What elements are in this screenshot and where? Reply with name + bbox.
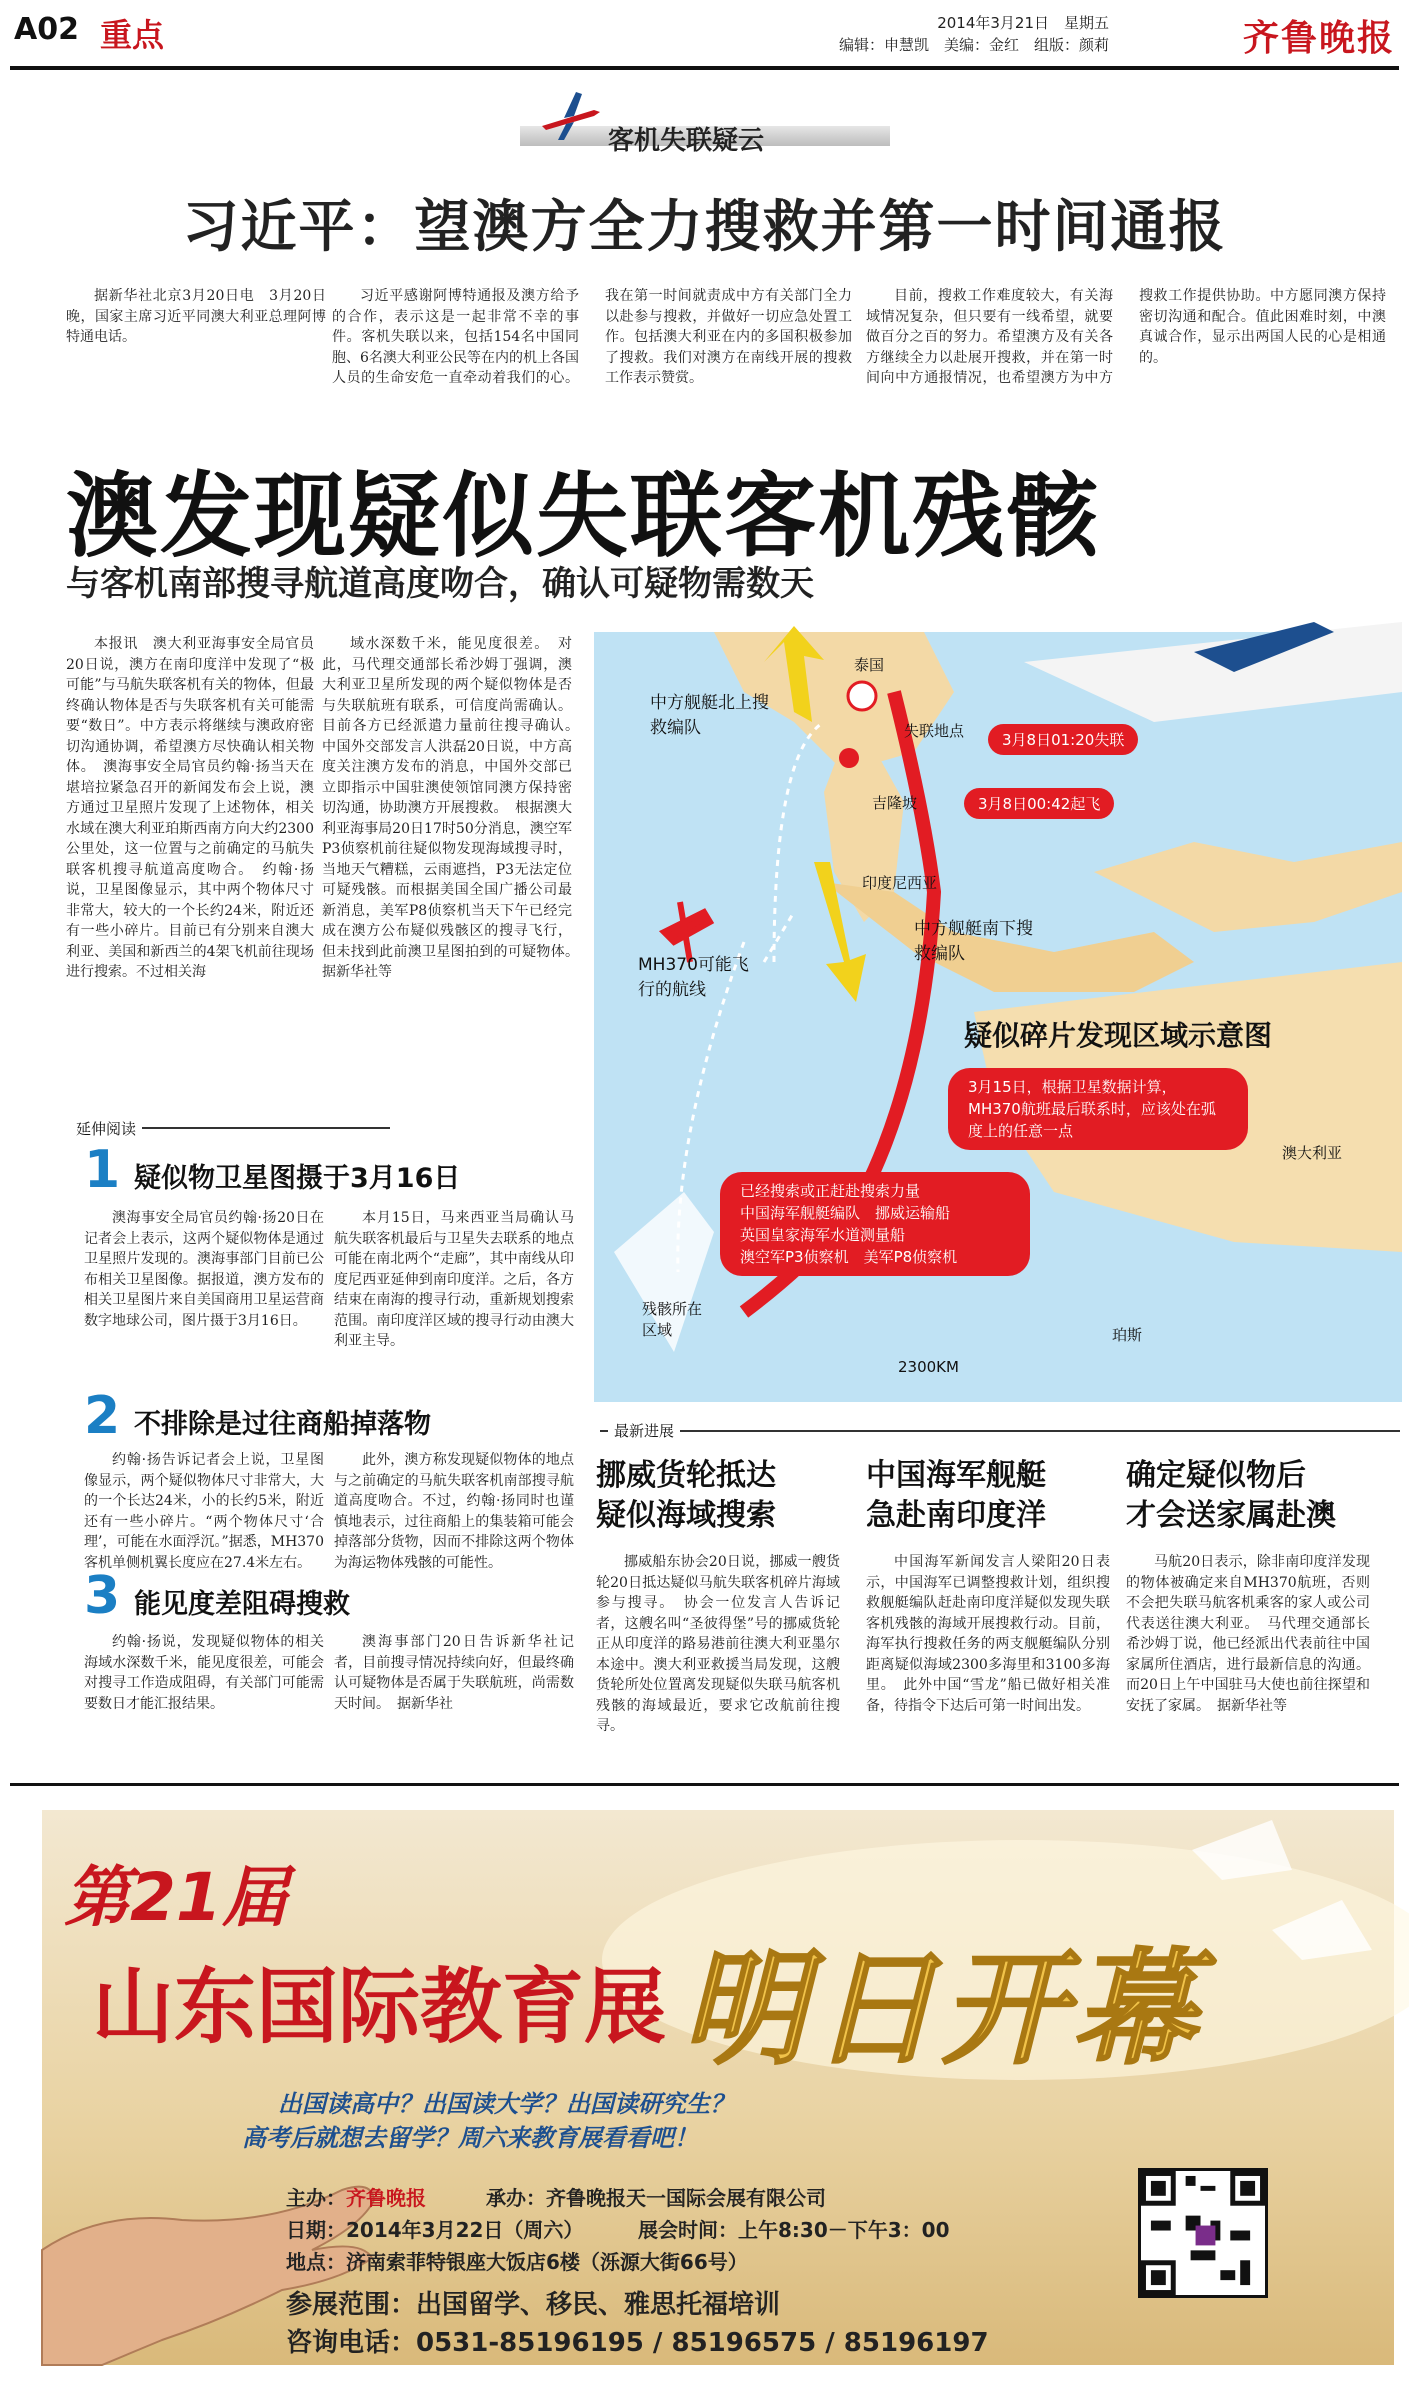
section-name: 重点 (100, 16, 165, 54)
forces-line-4: 澳空军P3侦察机 美军P8侦察机 (740, 1248, 958, 1266)
callout-lost-time: 3月8日01:20失联 (988, 724, 1138, 755)
latest-1-title (596, 1456, 776, 1536)
story1-col3: 目前，搜救工作难度较大，有关海域情况复杂，但只要有一线希望，就要做百分之百的努力。希望澳方及有关各方继续全力以赴展开搜救，并在第一时间向中方通报情况，也希望澳方为中方搜救工作提供协助。中方愿同澳方保持密切沟通和配合。值此困难时刻，中澳真诚合作，显示出两国人民的心是相通的。 (866, 288, 1386, 386)
map-label-australia: 澳大利亚 (1282, 1144, 1343, 1162)
map-label-lost-point: 失联地点 (904, 722, 965, 740)
subheadline-debris: 与客机南部搜寻航道高度吻合，确认可疑物需数天 (66, 564, 814, 604)
topic-banner (0, 110, 1409, 156)
map-label-debris: 残骸所在区域 (642, 1300, 703, 1339)
ad-phone: 咨询电话：0531-85196195 / 85196575 / 85196197 (286, 2328, 989, 2358)
map-title: 疑似碎片发现区域示意图 (964, 1019, 1273, 1052)
ad-slogan-2: 高考后就想去留学？周六来教育展看看吧！ (242, 2124, 698, 2152)
latest-2-title-line1: 中国海军舰艇 (866, 1458, 1046, 1493)
map-label-thailand: 泰国 (854, 656, 885, 674)
latest-2-title-line2: 急赴南印度洋 (866, 1498, 1046, 1533)
latest-3-title (1126, 1456, 1336, 1536)
header-info (839, 12, 1109, 56)
item-2-col-a: 约翰·扬告诉记者会上说，卫星图像显示，两个疑似物体尺寸非常大，大的一个长达24米，小的长约5米，附近还有一些小碎片。“两个物体尺寸‘合理’，可能在水面浮沉。”据悉，MH370客机单侧机翼长度应在27.4米左右。 (84, 1452, 324, 1571)
masthead-logo: 齐鲁晚报 (1242, 17, 1395, 59)
ad-host-row (286, 2182, 426, 2211)
item-1-number: 1 (84, 1140, 121, 1200)
latest-1-title-line1: 挪威货轮抵达 (596, 1458, 776, 1493)
item-1-col-b: 本月15日，马来西亚当局确认马航失联客机最后与卫星失去联系的地点可能在南北两个“走廊”，其中南线从印度尼西亚延伸到南印度洋。之后，各方结束在南海的搜寻行动，重新规划搜索范围。南印度洋区域的搜寻行动由澳大利亚主导。 (334, 1210, 574, 1349)
latest-1-title-line2: 疑似海域搜索 (596, 1498, 776, 1533)
map-label-south-fleet: 中方舰艇南下搜救编队 (914, 919, 1033, 964)
callout-forces (720, 1172, 1030, 1276)
latest-2-title (866, 1456, 1046, 1536)
latest-2-body: 中国海军新闻发言人梁阳20日表示，中国海军已调整搜救计划，组织搜救舰艇编队赶赴南印度洋疑似发现失联客机残骸的海域开展搜救行动。目前，海军执行搜救任务的两支舰艇编队分别距离疑似海域2300多海里和3100多海里。 此外中国“雪龙”船已做好相关准备，待指令下达后可第一时间出发。 (866, 1554, 1110, 1714)
ad-scope: 参展范围：出国留学、移民、雅思托福培训 (286, 2290, 781, 2320)
qr-code (1138, 2168, 1268, 2298)
latest-3-title-line1: 确定疑似物后 (1126, 1458, 1306, 1493)
latest-3-title-line2: 才会送家属赴澳 (1126, 1498, 1336, 1533)
map-label-kl: 吉隆坡 (872, 794, 918, 812)
headline-xi: 习近平：望澳方全力搜救并第一时间通报 (182, 195, 1227, 260)
callout-takeoff: 3月8日00:42起飞 (964, 788, 1114, 819)
ad-edition: 第21届 (64, 1859, 288, 1936)
education-expo-ad (42, 1810, 1394, 2365)
map-label-distance: 2300KM (898, 1358, 959, 1376)
ad-slogan-1: 出国读高中？出国读大学？出国读研究生？ (278, 2090, 734, 2118)
header-divider (10, 66, 1399, 70)
story2-col1: 本报讯 澳大利亚海事安全局官员20日说，澳方在南印度洋中发现了“极可能”与马航失联客机有关的物体，但最终确认物体是否与失联客机有关可能需要“数日”。中方表示将继续与澳政府密切沟通协调，希望澳方尽快确认相关物体。 澳海事安全局官员约翰·扬当天在堪培拉紧急召开的新闻发布会上说，澳方通过卫星照片发现了上述物体，相关水域在澳大利亚珀斯西南方向大约2300公里处，这一位置与之前确定的马航失联客机搜寻航道高度吻合。 约翰·扬说，卫星图像显示，其中两个物体尺寸非常大，较大的一个长约24米，附近还有一些小碎片。目前已有分别来自澳大利亚、美国和新西兰的4架飞机前往现场进行搜索。不过相关海 (66, 636, 314, 980)
map-label-route: MH370可能飞行的航线 (638, 955, 749, 1000)
ad-venue: 地点：济南索菲特银座大饭店6楼（泺源大街66号） (286, 2250, 748, 2274)
ad-organizer: 承办：齐鲁晚报天一国际会展有限公司 (486, 2186, 826, 2210)
forces-line-1: 已经搜索或正赶赴搜索力量 (740, 1182, 921, 1200)
issue-date: 2014年3月21日 星期五 (937, 14, 1109, 32)
story1-col2: 习近平感谢阿博特通报及澳方给予的合作，表示这是一起非常不幸的事件。客机失联以来，包括154名中国同胞、6名澳大利亚公民等在内的机上各国人员的生命安危一直牵动着我们的心。我在第一时间就责成中方有关部门全力以赴参与搜救，并做好一切应急处置工作。包括澳大利亚在内的多国积极参加了搜救。我们对澳方在南线开展的搜救工作表示赞赏。 (332, 288, 852, 386)
page-number: A02 (14, 12, 79, 47)
item-3-title: 能见度差阻碍搜救 (134, 1589, 350, 1620)
airplane-icon (536, 80, 606, 150)
ad-date: 日期：2014年3月22日（周六） (286, 2218, 584, 2242)
item-2-title: 不排除是过往商船掉落物 (134, 1409, 431, 1440)
map-label-indonesia: 印度尼西亚 (862, 874, 938, 892)
advert-divider (10, 1783, 1399, 1786)
ad-hours: 展会时间：上午8:30－下午3：00 (638, 2218, 950, 2242)
item-3-col-a: 约翰·扬说，发现疑似物体的相关海域水深数千米，能见度很差，可能会对搜寻工作造成阻碍，有关部门可能需要数日才能汇报结果。 (84, 1634, 324, 1712)
headline-debris: 澳发现疑似失联客机残骸 (66, 463, 1101, 570)
item-1-col-a: 澳海事安全局官员约翰·扬20日在记者会上表示，这两个疑似物体是通过卫星照片发现的。澳海事部门目前已公布相关卫星图像。据报道，澳方发布的相关卫星图片来自美国商用卫星运营商数字地球公司，图片摄于3月16日。 (84, 1210, 324, 1329)
ad-title: 山东国际教育展 (92, 1959, 667, 2055)
qr-code-icon (1141, 2171, 1265, 2295)
ad-host-label: 主办： (286, 2186, 346, 2210)
callout-analysis: 3月15日，根据卫星数据计算，MH370航班最后联系时，应该处在弧度上的任意一点 (948, 1068, 1248, 1150)
item-2-number: 2 (84, 1386, 121, 1446)
story1-col1: 据新华社北京3月20日电 3月20日晚，国家主席习近平同澳大利亚总理阿博特通电话。 (66, 288, 326, 345)
ad-host: 齐鲁晚报 (346, 2186, 426, 2210)
map-label-north-fleet: 中方舰艇北上搜救编队 (650, 693, 769, 738)
banner-label: 客机失联疑云 (608, 126, 765, 156)
latest-rule (600, 1430, 1400, 1432)
forces-line-2: 中国海军舰艇编队 挪威运输船 (740, 1204, 951, 1222)
latest-1-body: 挪威船东协会20日说，挪威一艘货轮20日抵达疑似马航失联客机碎片海域参与搜寻。 协会一位发言人告诉记者，这艘名叫“圣彼得堡”号的挪威货轮正从印度洋的路易港前往澳大利亚墨尔本途中。澳大利亚救援当局发现，这艘货轮所处位置离发现疑似失联马航客机残骸的海域最近，要求它改航前往搜寻。 (596, 1554, 840, 1734)
map-label-perth: 珀斯 (1112, 1326, 1143, 1344)
item-1-title: 疑似物卫星图摄于3月16日 (134, 1163, 461, 1194)
story1-col1b (66, 328, 326, 412)
ad-open-tomorrow: 明日开幕 (682, 1938, 1203, 2082)
search-area-map (594, 632, 1402, 1402)
extended-tag: 延伸阅读 (70, 1118, 142, 1139)
latest-3-body: 马航20日表示，除非南印度洋发现的物体被确定来自MH370航班，否则不会把失联马航客机乘客的家人或公司代表送往澳大利亚。 马代理交通部长希沙姆丁说，他已经派出代表前往中国家属所住酒店，进行最新信息的沟通。而20日上午中国驻马大使也前往探望和安抚了家属。 据新华社等 (1126, 1554, 1370, 1714)
editor-credits: 编辑：申慧凯 美编：金红 组版：颜莉 (838, 36, 1109, 54)
latest-tag: 最新进展 (608, 1420, 680, 1441)
item-3-col-b: 澳海事部门20日告诉新华社记者，目前搜寻情况持续向好，但最终确认可疑物体是否属于失联航班，尚需数天时间。 据新华社 (334, 1634, 574, 1712)
item-2-col-b: 此外，澳方称发现疑似物体的地点与之前确定的马航失联客机南部搜寻航道高度吻合。不过，约翰·扬同时也谨慎地表示，过往商船上的集装箱可能会掉落部分货物，因而不排除这两个物体为海运物体残骸的可能性。 (334, 1452, 574, 1571)
forces-line-3: 英国皇家海军水道测量船 (740, 1226, 906, 1244)
story2-col2: 域水深数千米，能见度很差。 对此，马代理交通部长希沙姆丁强调，澳大利亚卫星所发现的两个疑似物体是否与失联航班有联系，可信度尚需确认。目前各方已经派遣力量前往搜寻确认。 中国外交部发言人洪磊20日说，中方高度关注澳方发布的消息，中国外交部已立即指示中国驻澳使领馆同澳方保持密切沟通，协助澳方开展搜救。 根据澳大利亚海事局20日17时50分消息，澳空军P3侦察机前往疑似物发现海域搜寻时，当地天气糟糕，云雨遮挡，P3无法定位可疑残骸。而根据美国全国广播公司最新消息，美军P8侦察机当天下午已经完成在澳方公布疑似残骸区的搜寻飞行，但未找到此前澳卫星图拍到的可疑物体。 据新华社等 (322, 636, 586, 980)
item-3-number: 3 (84, 1566, 121, 1626)
